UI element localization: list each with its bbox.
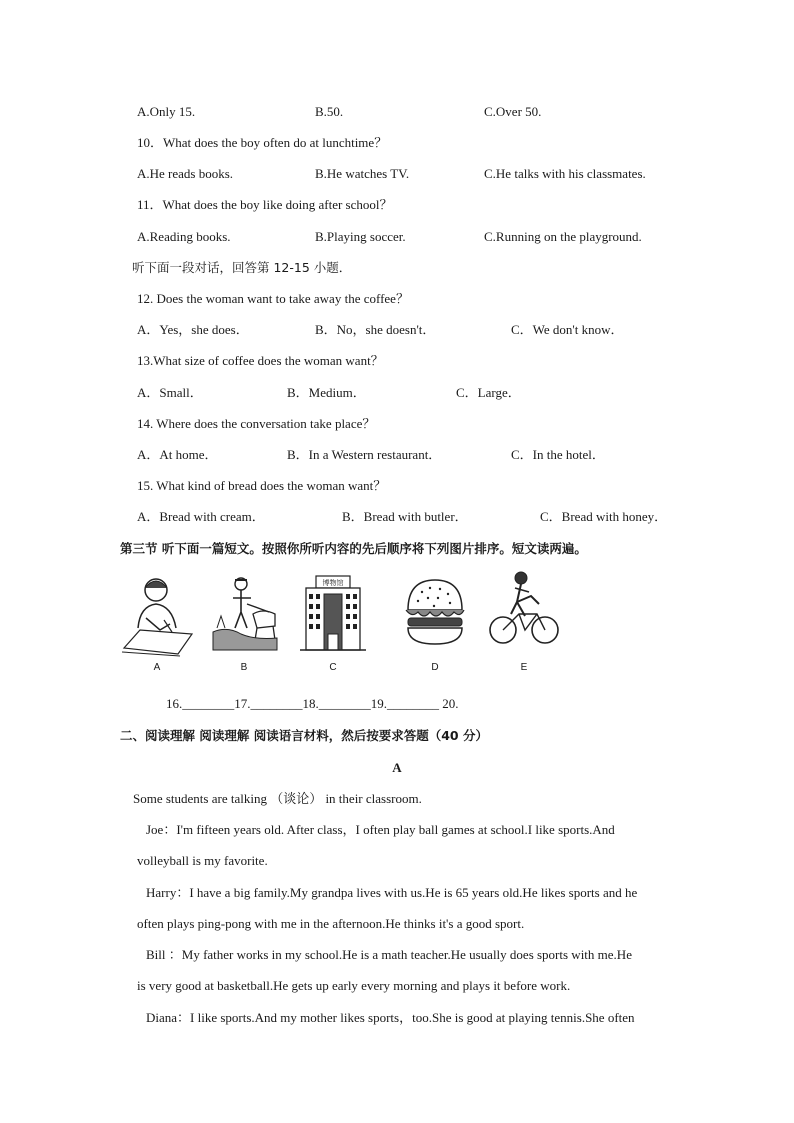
passage-line: volleyball is my favorite.: [137, 853, 268, 868]
museum-sign-text: 博物馆: [322, 579, 344, 587]
q9-option-c: C.Over 50.: [484, 104, 542, 119]
museum-building-icon: [296, 568, 370, 658]
q12-option-b: B．No，she doesn't．: [315, 322, 436, 337]
picture-a: [120, 568, 194, 678]
q14-question: 14. Where does the conversation take place？: [137, 416, 376, 431]
passage-line: often plays ping-pong with me in the afternoon.He thinks it's a good sport.: [137, 916, 525, 931]
q9-option-a: A.Only 15.: [137, 104, 196, 119]
picture-label: E: [520, 662, 528, 673]
picture-d: [398, 568, 472, 678]
q14-option-a: A．At home．: [137, 447, 218, 462]
q13-option-a: A．Small．: [137, 385, 203, 400]
q13-question: 13.What size of coffee does the woman want？: [137, 353, 384, 368]
q13-option-c: C．Large．: [456, 385, 521, 400]
q14-option-c: C．In the hotel．: [511, 447, 605, 462]
q10-option-b: B.He watches TV.: [315, 166, 410, 181]
q11-option-b: B.Playing soccer.: [315, 229, 406, 244]
part2-title: 二、阅读理解 阅读理解 阅读语言材料，然后按要求答题（40 分）: [120, 728, 488, 743]
cyclist-icon: [487, 568, 561, 658]
q12-question: 12. Does the woman want to take away the coffee？: [137, 291, 409, 306]
q11-option-a: A.Reading books.: [137, 229, 231, 244]
picture-label: A: [153, 662, 161, 673]
q15-option-a: A．Bread with cream．: [137, 509, 265, 524]
q10-question: 10．What does the boy often do at lunchtime？: [137, 135, 388, 150]
q11-option-c: C.Running on the playground.: [484, 229, 642, 244]
q13-option-b: B．Medium．: [287, 385, 366, 400]
picture-c: [296, 568, 370, 678]
q11-question: 11．What does the boy like doing after school？: [137, 197, 393, 212]
picture-label: B: [240, 662, 248, 673]
passage-line: Bill ：My father works in my school.He is a math teacher.He usually does sports with me.He: [146, 947, 632, 962]
passage-line: is very good at basketball.He gets up early every morning and plays it before work.: [137, 978, 571, 993]
picture-e: [487, 568, 561, 678]
q15-question: 15. What kind of bread does the woman want？: [137, 478, 387, 493]
farmer-ploughing-icon: [207, 568, 281, 658]
q14-option-b: B．In a Western restaurant．: [287, 447, 442, 462]
hamburger-icon: [398, 568, 472, 658]
picture-label: D: [431, 662, 439, 673]
passage-line: Diana：I like sports.And my mother likes sports，too.She is good at playing tennis.She often: [146, 1010, 635, 1025]
passage-label: A: [392, 760, 402, 775]
q10-option-c: C.He talks with his classmates.: [484, 166, 646, 181]
q15-option-b: B．Bread with butler．: [342, 509, 468, 524]
q15-option-c: C．Bread with honey．: [540, 509, 668, 524]
q10-option-a: A.He reads books.: [137, 166, 234, 181]
q9-option-b: B.50.: [315, 104, 344, 119]
dialogue-intro: 听下面一段对话，回答第 12-15 小题．: [132, 260, 352, 275]
passage-line: Joe：I'm fifteen years old. After class，I often play ball games at school.I like sports.And: [146, 822, 615, 837]
picture-label: C: [329, 662, 337, 673]
q12-option-c: C．We don't know．: [511, 322, 624, 337]
picture-b: [207, 568, 281, 678]
passage-line: Harry：I have a big family.My grandpa lives with us.He is 65 years old.He likes sports and he: [146, 885, 638, 900]
writing-student-icon: [120, 568, 194, 658]
answer-blanks: 16.________17.________18.________19.________ 20.: [166, 696, 459, 711]
passage-intro: Some students are talking （谈论） in their classroom.: [133, 791, 422, 806]
section3-title: 第三节 听下面一篇短文。按照你所听内容的先后顺序将下列图片排序。短文读两遍。: [120, 541, 587, 556]
q12-option-a: A．Yes，she does．: [137, 322, 249, 337]
